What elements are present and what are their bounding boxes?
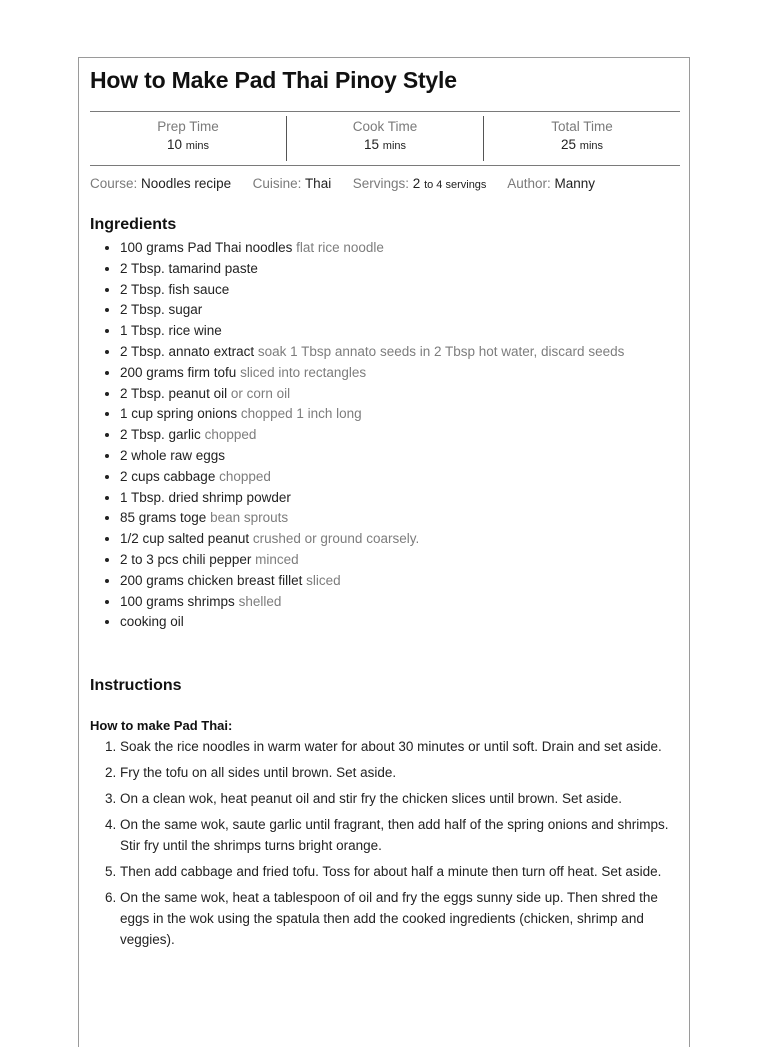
ingredient-note: chopped [219,468,271,484]
author-value: Manny [554,176,596,191]
ingredient-item [120,321,624,342]
ingredient-item [120,488,624,509]
ingredient-text: 1/2 cup salted peanut [120,531,250,547]
ingredient-text: 100 grams Pad Thai noodles [120,240,293,255]
ingredient-item [120,571,624,592]
recipe-title: How to Make Pad Thai Pinoy Style [90,67,457,93]
instructions-heading: Instructions [90,677,182,694]
ingredient-note: shelled [238,593,282,609]
ingredient-item [120,404,624,425]
ingredient-text: 2 Tbsp. tamarind paste [120,260,258,276]
ingredient-text: 2 to 3 pcs chili pepper [120,551,252,567]
course-label: Course: [90,176,138,191]
ingredient-item [120,363,624,384]
ingredient-item [120,508,624,529]
ingredient-note: sliced into rectangles [240,364,367,380]
ingredient-item [120,612,624,633]
ingredient-text: 2 whole raw eggs [120,447,226,463]
ingredients-heading: Ingredients [90,216,177,233]
ingredient-text: 1 Tbsp. rice wine [120,323,222,339]
ingredient-text: 2 cups cabbage [120,468,216,484]
servings-unit: to 4 servings [424,179,487,191]
recipe-card [78,57,690,1047]
ingredient-item [120,259,624,280]
ingredient-item [120,300,624,321]
prep-time-number: 10 [166,137,183,152]
ingredient-note: chopped 1 inch long [240,406,362,422]
cook-time-number: 15 [363,137,380,152]
ingredient-note: flat rice noodle [296,240,384,255]
ingredient-text: 85 grams toge [120,510,207,526]
ingredient-text: 2 Tbsp. fish sauce [120,281,230,297]
ingredient-item [120,342,624,363]
cook-time [286,116,483,161]
recipe-times [90,111,680,166]
author-label: Author: [507,176,551,191]
ingredient-note: crushed or ground coarsely. [252,531,420,547]
ingredient-item [120,467,624,488]
cook-time-label: Cook Time [352,119,418,134]
ingredient-item [120,425,624,446]
course-value: Noodles recipe [141,176,232,191]
prep-time-label: Prep Time [157,119,219,134]
ingredient-text: 100 grams shrimps [120,593,235,609]
cuisine-label: Cuisine: [252,176,302,191]
instruction-step: 2. Fry the tofu on all sides until brown. Set aside. [120,762,680,783]
cook-time-unit: mins [382,140,407,152]
ingredient-note: chopped [204,427,257,443]
ingredient-text: 200 grams firm tofu [120,364,237,380]
total-time [483,116,680,161]
instructions-subtitle: How to make Pad Thai: [90,718,233,733]
instruction-step: 3. On a clean wok, heat peanut oil and stir fry the chicken slices until brown. Set aside. [120,788,680,809]
ingredient-text: 200 grams chicken breast fillet [120,572,303,588]
ingredient-item [120,384,624,405]
ingredient-note: soak 1 Tbsp annato seeds in 2 Tbsp hot water, discard seeds [257,343,625,359]
ingredient-text: 1 cup spring onions [120,406,238,422]
total-time-value [484,137,680,152]
servings-value: 2 [412,176,421,191]
recipe-meta [90,176,595,191]
ingredients-list [90,238,624,633]
ingredient-item [120,550,624,571]
ingredient-text: 2 Tbsp. peanut oil [120,385,228,401]
cook-time-value [287,137,483,152]
instruction-step: 6. On the same wok, heat a tablespoon of oil and fry the eggs sunny side up. Then shred the eggs in the wok using the spatula then add the cooked ingredients (chicken, shrimp and veggies). [120,887,680,950]
instruction-step: 1. Soak the rice noodles in warm water for about 30 minutes or until soft. Drain and set aside. [120,736,680,757]
ingredient-item [120,446,624,467]
prep-time-unit: mins [185,140,210,152]
ingredient-text: 2 Tbsp. garlic [120,427,201,443]
servings-label: Servings: [352,176,410,191]
total-time-number: 25 [560,137,577,152]
prep-time-value [90,137,286,152]
ingredient-text: 2 Tbsp. sugar [120,302,203,318]
instruction-step: 4. On the same wok, saute garlic until fragrant, then add half of the spring onions and shrimps. Stir fry until the shrimps turns bright orange. [120,814,680,856]
ingredient-item [120,592,624,613]
ingredient-note: bean sprouts [210,510,289,526]
ingredient-text: cooking oil [120,614,184,630]
instruction-step: 5. Then add cabbage and fried tofu. Toss for about half a minute then turn off heat. Set aside. [120,861,680,882]
total-time-unit: mins [579,140,604,152]
ingredient-item [120,529,624,550]
prep-time [90,112,286,165]
ingredient-note: sliced [306,572,341,588]
ingredient-text: 1 Tbsp. dried shrimp powder [120,489,291,505]
total-time-label: Total Time [551,119,613,134]
ingredient-item [120,238,624,259]
ingredient-note: minced [255,551,299,567]
ingredient-text: 2 Tbsp. annato extract [120,343,255,359]
ingredient-note: or corn oil [230,385,291,401]
cuisine-value: Thai [304,176,332,191]
instructions-list [90,736,680,955]
ingredient-item [120,280,624,301]
